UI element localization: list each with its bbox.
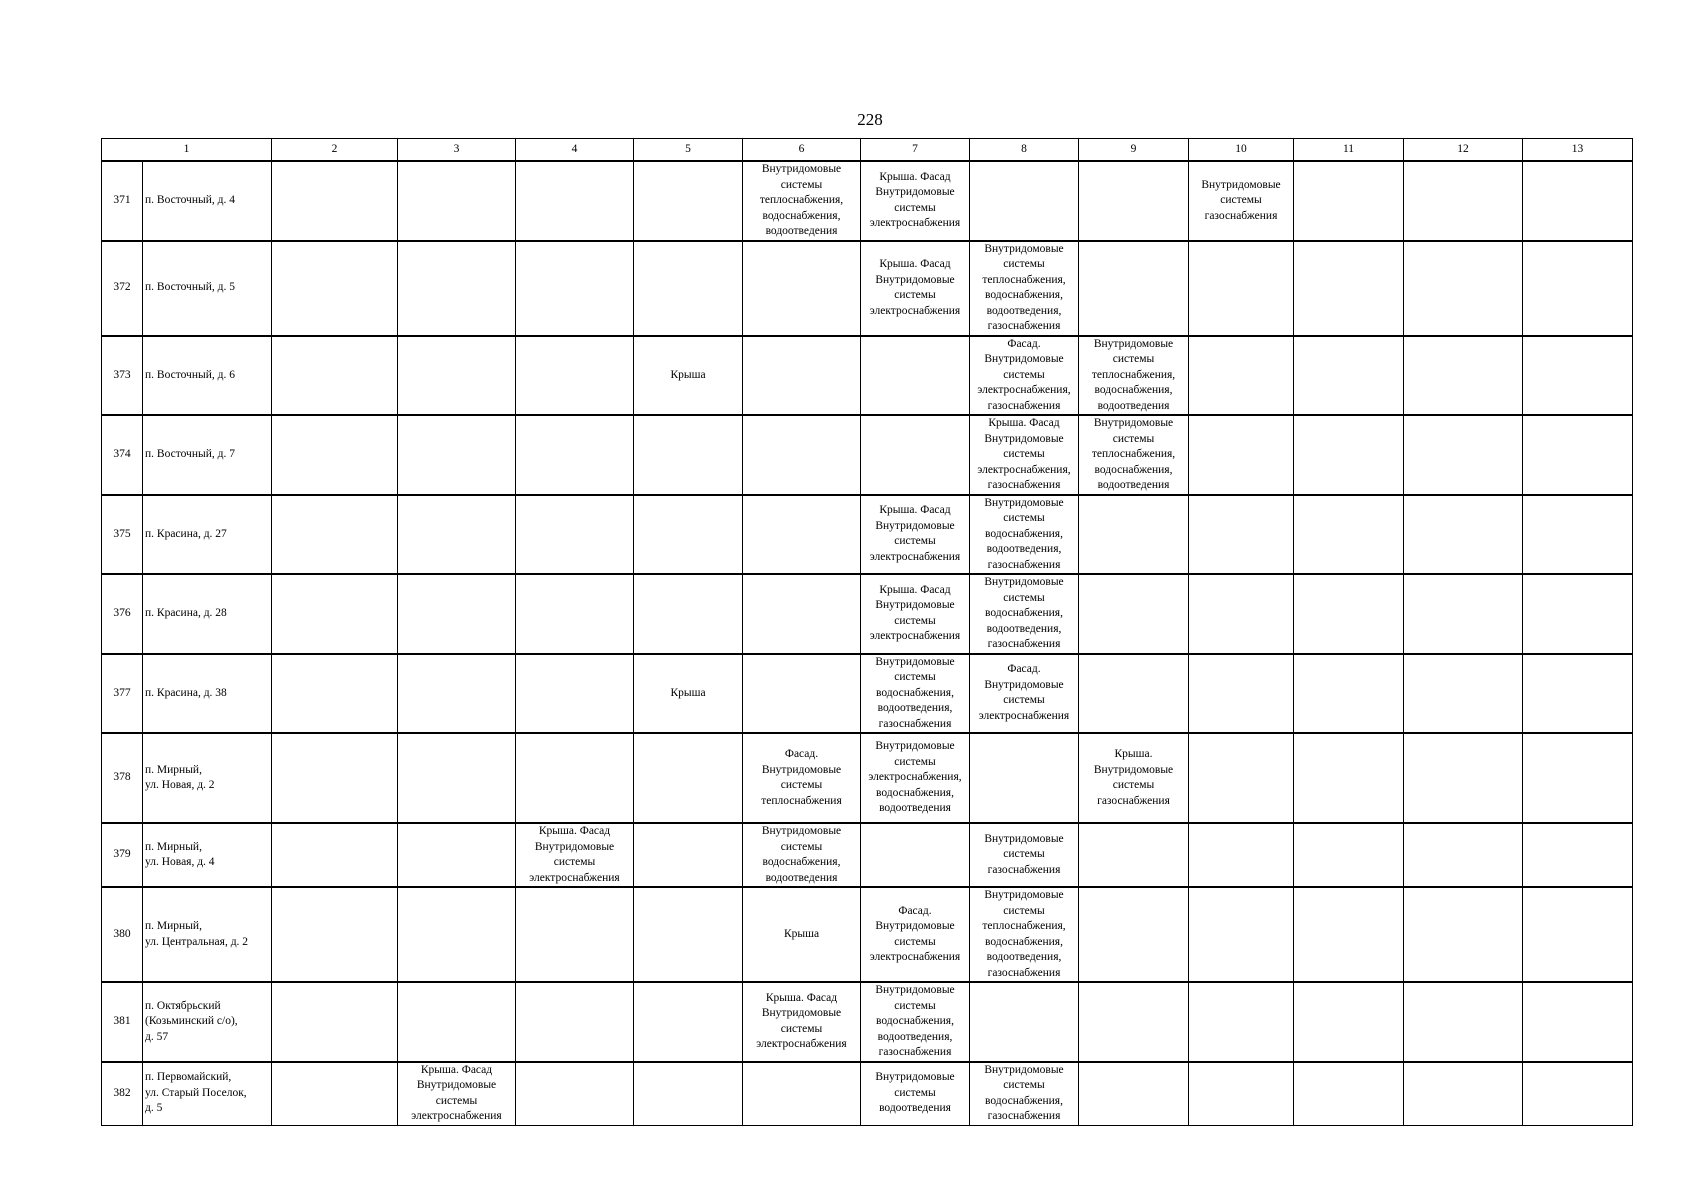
work-cell <box>970 161 1079 241</box>
work-cell: Внутридомовые системы теплоснабжения, водоснабжения, водоотведения <box>1079 336 1189 416</box>
work-cell <box>1079 241 1189 336</box>
work-cell <box>743 654 861 734</box>
work-cell <box>1079 887 1189 982</box>
work-cell <box>398 495 516 575</box>
address-cell: п. Восточный, д. 5 <box>143 241 272 336</box>
work-cell <box>743 1062 861 1126</box>
work-cell <box>272 887 398 982</box>
work-cell <box>1523 823 1633 887</box>
row-number: 381 <box>102 982 143 1062</box>
column-header: 10 <box>1189 139 1294 162</box>
work-cell: Внутридомовые системы теплоснабжения, водоснабжения, водоотведения <box>1079 415 1189 495</box>
table-row <box>102 336 1633 416</box>
work-cell <box>1079 823 1189 887</box>
work-cell <box>970 733 1079 823</box>
work-cell: Фасад. Внутридомовые системы электроснабжения <box>861 887 970 982</box>
work-cell <box>398 574 516 654</box>
column-header: 9 <box>1079 139 1189 162</box>
work-cell <box>1523 241 1633 336</box>
work-cell <box>1189 574 1294 654</box>
work-cell <box>1189 733 1294 823</box>
work-cell <box>1523 336 1633 416</box>
work-cell <box>398 336 516 416</box>
work-cell <box>1079 654 1189 734</box>
address-cell: п. Красина, д. 28 <box>143 574 272 654</box>
work-cell <box>1079 574 1189 654</box>
work-cell: Внутридомовые системы газоснабжения <box>970 823 1079 887</box>
column-header: 11 <box>1294 139 1404 162</box>
table-row <box>102 982 1633 1062</box>
work-cell <box>1294 654 1404 734</box>
work-cell <box>398 733 516 823</box>
work-cell <box>272 823 398 887</box>
work-cell: Внутридомовые системы теплоснабжения, водоснабжения, водоотведения, газоснабжения <box>970 887 1079 982</box>
work-cell <box>634 241 743 336</box>
column-header: 1 <box>102 139 272 162</box>
work-cell: Внутридомовые системы электроснабжения, водоснабжения, водоотведения <box>861 733 970 823</box>
work-cell: Крыша. Фасад Внутридомовые системы электроснабжения <box>861 241 970 336</box>
work-cell <box>272 574 398 654</box>
work-cell <box>1404 495 1523 575</box>
table-row <box>102 654 1633 734</box>
work-cell: Внутридомовые системы водоснабжения, водоотведения, газоснабжения <box>970 495 1079 575</box>
work-cell: Внутридомовые системы водоснабжения, водоотведения, газоснабжения <box>861 654 970 734</box>
work-cell <box>398 415 516 495</box>
work-cell <box>272 415 398 495</box>
row-number: 377 <box>102 654 143 734</box>
column-header: 3 <box>398 139 516 162</box>
table-row <box>102 574 1633 654</box>
row-number: 372 <box>102 241 143 336</box>
work-cell: Внутридомовые системы теплоснабжения, водоснабжения, водоотведения <box>743 161 861 241</box>
work-cell: Внутридомовые системы водоснабжения, газоснабжения <box>970 1062 1079 1126</box>
work-cell: Фасад. Внутридомовые системы электроснабжения <box>970 654 1079 734</box>
work-cell <box>516 415 634 495</box>
work-cell <box>398 654 516 734</box>
row-number: 380 <box>102 887 143 982</box>
work-cell <box>516 336 634 416</box>
work-cell <box>1189 241 1294 336</box>
work-cell <box>272 654 398 734</box>
work-cell <box>1079 1062 1189 1126</box>
work-cell: Крыша. Фасад Внутридомовые системы электроснабжения <box>861 161 970 241</box>
row-number: 374 <box>102 415 143 495</box>
work-cell <box>272 733 398 823</box>
work-cell <box>272 241 398 336</box>
row-number: 379 <box>102 823 143 887</box>
work-cell <box>1404 574 1523 654</box>
work-cell <box>516 887 634 982</box>
work-cell: Крыша. Внутридомовые системы газоснабжения <box>1079 733 1189 823</box>
work-cell <box>272 495 398 575</box>
work-cell <box>398 241 516 336</box>
work-cell <box>516 241 634 336</box>
work-cell <box>743 415 861 495</box>
column-header: 12 <box>1404 139 1523 162</box>
row-number: 373 <box>102 336 143 416</box>
work-cell <box>516 161 634 241</box>
work-cell <box>1294 241 1404 336</box>
work-cell <box>1523 654 1633 734</box>
work-cell <box>861 336 970 416</box>
table-row <box>102 823 1633 887</box>
work-cell <box>1523 161 1633 241</box>
work-cell <box>1523 1062 1633 1126</box>
work-cell <box>398 887 516 982</box>
address-cell: п. Мирный, ул. Новая, д. 4 <box>143 823 272 887</box>
work-cell: Фасад. Внутридомовые системы теплоснабжения <box>743 733 861 823</box>
work-cell: Крыша. Фасад Внутридомовые системы электроснабжения <box>516 823 634 887</box>
work-cell <box>634 495 743 575</box>
work-cell: Фасад. Внутридомовые системы электроснабжения, газоснабжения <box>970 336 1079 416</box>
table-row <box>102 241 1633 336</box>
work-cell <box>1294 574 1404 654</box>
work-cell <box>516 1062 634 1126</box>
work-cell <box>1404 733 1523 823</box>
table-row <box>102 1062 1633 1126</box>
work-cell <box>1404 336 1523 416</box>
work-cell <box>398 161 516 241</box>
work-cell <box>1189 887 1294 982</box>
row-number: 382 <box>102 1062 143 1126</box>
work-cell: Внутридомовые системы теплоснабжения, водоснабжения, водоотведения, газоснабжения <box>970 241 1079 336</box>
work-cell <box>861 823 970 887</box>
work-cell <box>1294 495 1404 575</box>
work-cell <box>1404 415 1523 495</box>
work-cell: Крыша <box>743 887 861 982</box>
column-header: 6 <box>743 139 861 162</box>
table-row <box>102 161 1633 241</box>
work-cell: Внутридомовые системы газоснабжения <box>1189 161 1294 241</box>
table-row <box>102 733 1633 823</box>
work-cell <box>516 574 634 654</box>
work-cell <box>634 982 743 1062</box>
address-cell: п. Октябрьский (Козьминский с/о), д. 57 <box>143 982 272 1062</box>
address-cell: п. Мирный, ул. Центральная, д. 2 <box>143 887 272 982</box>
work-cell <box>516 982 634 1062</box>
column-header: 8 <box>970 139 1079 162</box>
work-cell <box>516 733 634 823</box>
column-header: 2 <box>272 139 398 162</box>
work-cell: Внутридомовые системы водоснабжения, водоотведения, газоснабжения <box>970 574 1079 654</box>
work-cell <box>1189 336 1294 416</box>
work-cell <box>1404 654 1523 734</box>
address-cell: п. Восточный, д. 7 <box>143 415 272 495</box>
work-cell <box>1294 887 1404 982</box>
work-cell <box>1523 982 1633 1062</box>
work-cell <box>398 823 516 887</box>
column-header: 13 <box>1523 139 1633 162</box>
table-row <box>102 495 1633 575</box>
row-number: 371 <box>102 161 143 241</box>
work-cell <box>1404 823 1523 887</box>
work-cell <box>634 161 743 241</box>
work-cell <box>1294 733 1404 823</box>
work-cell: Внутридомовые системы водоснабжения, водоотведения, газоснабжения <box>861 982 970 1062</box>
column-header: 7 <box>861 139 970 162</box>
work-cell <box>634 823 743 887</box>
work-cell <box>1294 982 1404 1062</box>
work-cell <box>743 495 861 575</box>
work-cell <box>1294 823 1404 887</box>
page-number: 228 <box>857 110 883 129</box>
work-cell <box>1079 161 1189 241</box>
header-row <box>102 139 1633 162</box>
work-cell <box>1189 415 1294 495</box>
table-row <box>102 415 1633 495</box>
column-header: 4 <box>516 139 634 162</box>
work-cell: Крыша. Фасад Внутридомовые системы электроснабжения <box>861 574 970 654</box>
address-cell: п. Мирный, ул. Новая, д. 2 <box>143 733 272 823</box>
work-cell: Крыша. Фасад Внутридомовые системы электроснабжения, газоснабжения <box>970 415 1079 495</box>
work-cell <box>743 336 861 416</box>
work-cell <box>970 982 1079 1062</box>
work-cell <box>1523 495 1633 575</box>
work-cell <box>272 982 398 1062</box>
work-cell <box>272 336 398 416</box>
row-number: 376 <box>102 574 143 654</box>
work-cell <box>272 1062 398 1126</box>
work-cell <box>1404 887 1523 982</box>
row-number: 375 <box>102 495 143 575</box>
work-cell: Внутридомовые системы водоснабжения, водоотведения <box>743 823 861 887</box>
work-cell <box>1404 241 1523 336</box>
work-cell <box>1404 161 1523 241</box>
work-cell <box>634 1062 743 1126</box>
column-header: 5 <box>634 139 743 162</box>
work-cell <box>272 161 398 241</box>
work-cell: Крыша. Фасад Внутридомовые системы электроснабжения <box>861 495 970 575</box>
work-cell: Крыша. Фасад Внутридомовые системы электроснабжения <box>398 1062 516 1126</box>
work-cell <box>634 887 743 982</box>
work-cell <box>1404 982 1523 1062</box>
address-cell: п. Восточный, д. 6 <box>143 336 272 416</box>
work-cell: Крыша <box>634 336 743 416</box>
work-cell <box>743 241 861 336</box>
work-cell <box>634 574 743 654</box>
work-cell <box>1523 415 1633 495</box>
work-cell <box>1523 887 1633 982</box>
work-cell <box>516 495 634 575</box>
work-cell <box>1294 161 1404 241</box>
work-cell <box>634 733 743 823</box>
work-cell <box>1189 1062 1294 1126</box>
work-cell: Внутридомовые системы водоотведения <box>861 1062 970 1126</box>
work-cell: Крыша <box>634 654 743 734</box>
work-cell <box>1189 982 1294 1062</box>
address-cell: п. Восточный, д. 4 <box>143 161 272 241</box>
table-row <box>102 887 1633 982</box>
work-cell <box>1189 823 1294 887</box>
works-schedule-table <box>101 138 1633 1126</box>
work-cell <box>1189 654 1294 734</box>
work-cell <box>861 415 970 495</box>
work-cell <box>1523 733 1633 823</box>
work-cell <box>1079 982 1189 1062</box>
work-cell <box>1294 1062 1404 1126</box>
work-cell <box>1404 1062 1523 1126</box>
work-cell <box>516 654 634 734</box>
work-cell <box>1294 415 1404 495</box>
address-cell: п. Первомайский, ул. Старый Поселок, д. 5 <box>143 1062 272 1126</box>
work-cell <box>634 415 743 495</box>
row-number: 378 <box>102 733 143 823</box>
address-cell: п. Красина, д. 38 <box>143 654 272 734</box>
work-cell: Крыша. Фасад Внутридомовые системы электроснабжения <box>743 982 861 1062</box>
address-cell: п. Красина, д. 27 <box>143 495 272 575</box>
work-cell <box>1079 495 1189 575</box>
work-cell <box>1294 336 1404 416</box>
work-cell <box>398 982 516 1062</box>
work-cell <box>1523 574 1633 654</box>
work-cell <box>1189 495 1294 575</box>
work-cell <box>743 574 861 654</box>
